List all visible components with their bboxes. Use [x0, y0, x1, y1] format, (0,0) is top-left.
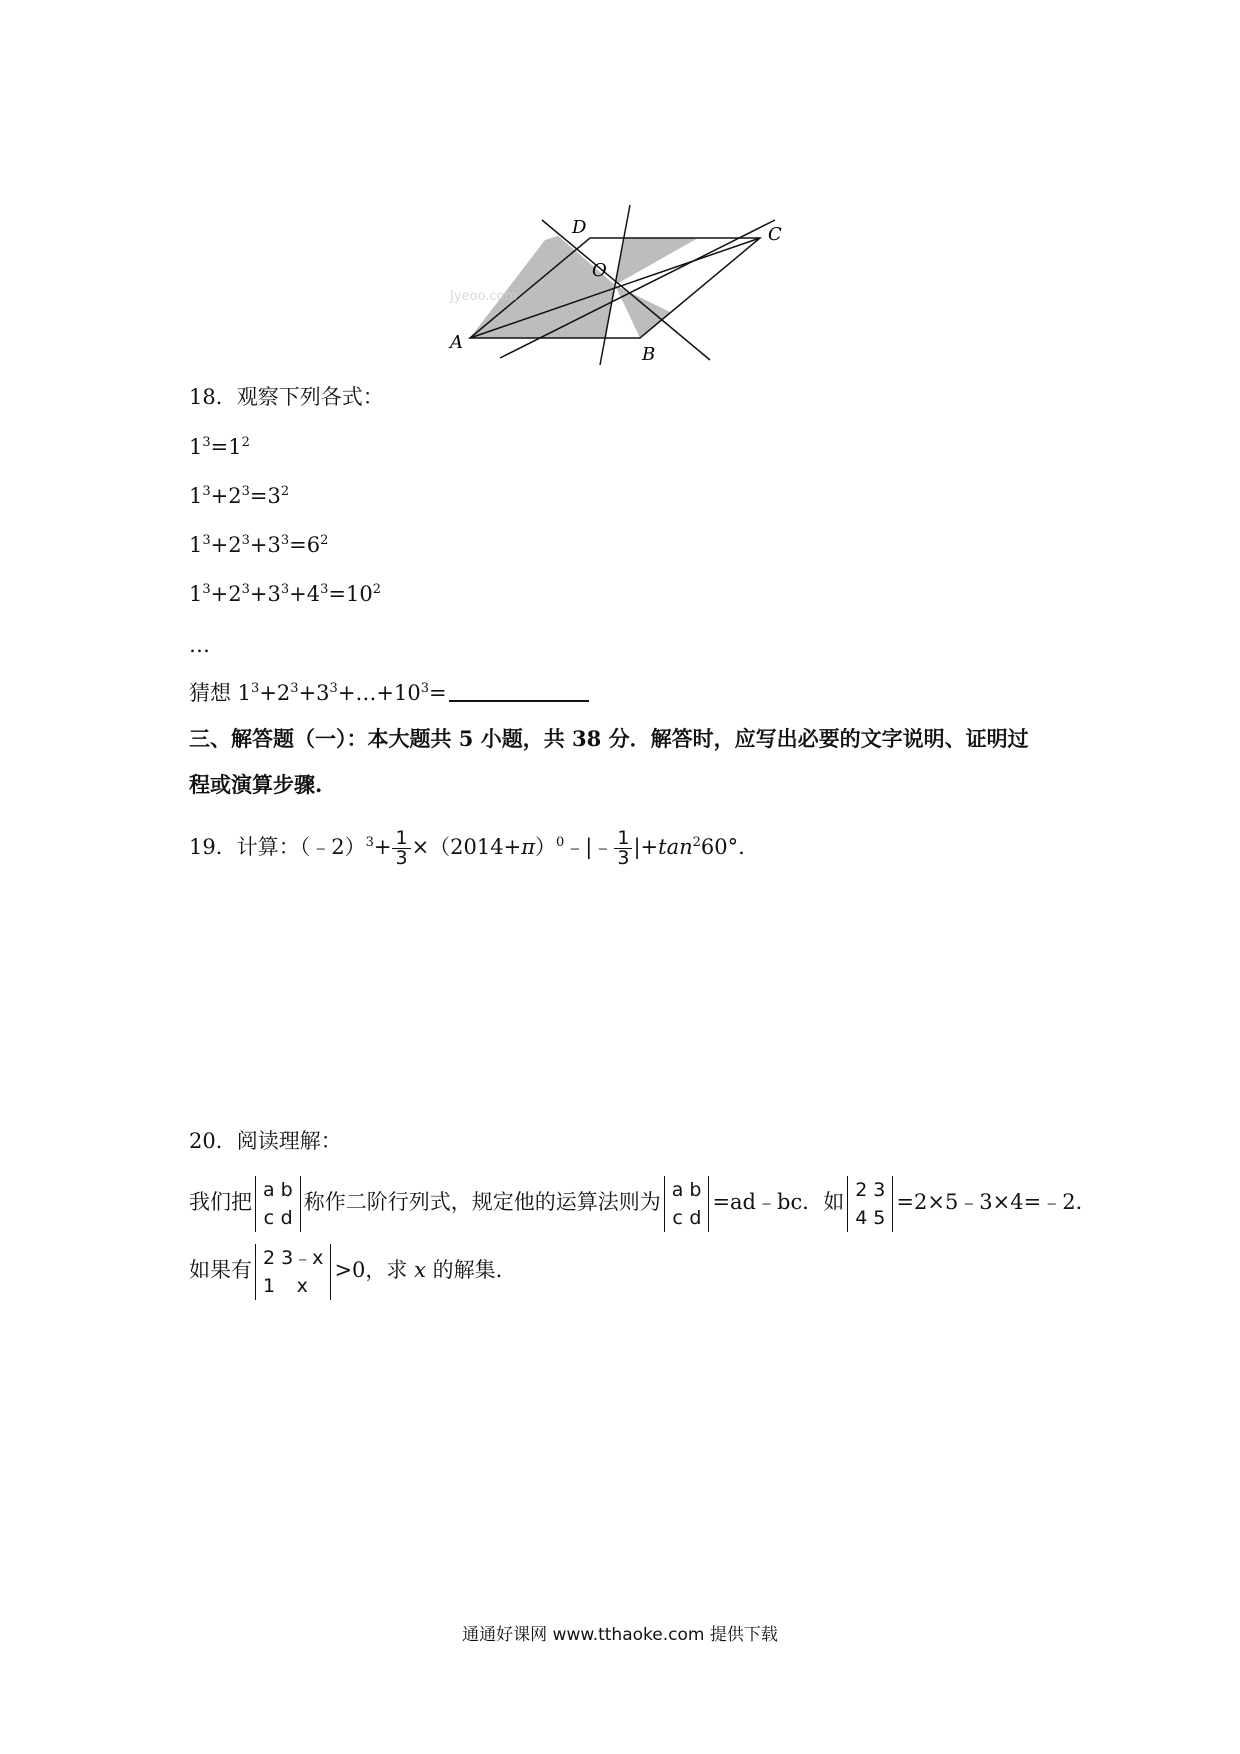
q18-guess-eq: = — [429, 681, 447, 705]
q20-gt: >0，求 — [334, 1258, 408, 1282]
determinant-abcd-rule — [664, 1176, 710, 1232]
q19-plus: + — [373, 835, 392, 859]
q18-guess: 猜想 $1^3+2^3+3^3+\dots+10^3=$ — [189, 678, 589, 708]
q19-prefix: 19．计算：（﹣2） — [189, 835, 366, 859]
q20-example-result: =2×5﹣3×4=﹣2． — [896, 1190, 1097, 1214]
section3-line2: 程或演算步骤. — [189, 772, 323, 797]
q18-line-4: $1^3+2^3+3^3+4^3=10^2$ — [189, 582, 382, 606]
det-d: d — [280, 1206, 293, 1229]
q19-fraction-1 — [392, 829, 410, 868]
det2-d: d — [689, 1206, 702, 1229]
q19-close: ） — [535, 835, 557, 859]
det-b: b — [280, 1178, 293, 1201]
det-ex-21: 4 — [855, 1206, 868, 1229]
q18-guess-mid3: +…+10 — [337, 681, 421, 705]
q19-expression — [189, 822, 745, 872]
q18-ellipsis: … — [189, 633, 210, 657]
q19-frac1-num: 1 — [392, 829, 410, 849]
q19-minus-abs: ﹣|﹣ — [564, 835, 614, 859]
q18-answer-blank[interactable] — [449, 680, 589, 702]
determinant-abcd — [255, 1176, 301, 1232]
q20-if-have: 如果有 — [189, 1258, 252, 1282]
det-ex-12: 3 — [873, 1178, 886, 1201]
q19-times: ×（2014+ — [411, 835, 522, 859]
q20-called: 称作二阶行列式，规定他的运算法则为 — [303, 1190, 661, 1214]
det2-a: a — [671, 1178, 684, 1201]
shaded-triangle-bottom — [615, 285, 670, 338]
q20-definition — [189, 1172, 1097, 1232]
q19-exp0: 0 — [556, 835, 565, 850]
shaded-triangle-top — [615, 238, 698, 285]
q18-line-3: $1^3+2^3+3^3=6^2$ — [189, 533, 329, 557]
det-q-12: 3﹣x — [281, 1246, 324, 1269]
det-q-11: 2 — [263, 1246, 276, 1269]
q19-fraction-2 — [614, 829, 632, 868]
q20-we-put: 我们把 — [189, 1190, 252, 1214]
det-ex-11: 2 — [855, 1178, 868, 1201]
q20-question — [189, 1240, 502, 1300]
label-o: O — [592, 260, 607, 281]
q20-question-end: 的解集. — [432, 1258, 503, 1282]
q19-pi: π — [521, 835, 536, 859]
q20-x: x — [414, 1258, 426, 1282]
q18-guess-mid2: +3 — [298, 681, 330, 705]
q18-title: 18．观察下列各式： — [189, 385, 384, 409]
q19-frac2-num: 1 — [614, 829, 632, 849]
q19-after-abs: |+ — [633, 835, 659, 859]
det-q-22: x — [296, 1274, 308, 1297]
q19-tan: tan — [658, 835, 693, 859]
q20-eq-rule: =ad﹣bc．如 — [712, 1190, 845, 1214]
q19-frac2-den: 3 — [617, 847, 630, 869]
label-d: D — [572, 217, 587, 238]
det-c: c — [263, 1206, 275, 1229]
q19-frac1-den: 3 — [395, 847, 408, 869]
label-b: B — [642, 344, 656, 365]
watermark: Jyeoo.com — [450, 289, 518, 304]
det-ex-22: 5 — [873, 1206, 886, 1229]
q19-exp3: 3 — [365, 835, 374, 850]
determinant-example — [847, 1176, 893, 1232]
q18-guess-prefix: 猜想 1 — [189, 681, 252, 705]
label-a: A — [450, 332, 463, 353]
det-q-21: 1 — [263, 1274, 276, 1297]
det2-c: c — [672, 1206, 683, 1229]
parallelogram-figure — [440, 200, 810, 375]
section3-line1: 三、解答题（一）：本大题共 5 小题，共 38 分．解答时，应写出必要的文字说明、证明过 — [189, 726, 1029, 751]
footer: 通通好课网 www.tthaoke.com 提供下载 — [462, 1625, 778, 1645]
q18-line-2: $1^3+2^3=3^2$ — [189, 484, 290, 508]
det2-b: b — [689, 1178, 702, 1201]
determinant-question — [255, 1244, 331, 1300]
label-c: C — [768, 224, 782, 245]
q19-tail: 60°. — [700, 835, 745, 859]
det-a: a — [263, 1178, 275, 1201]
q20-title: 20．阅读理解： — [189, 1129, 342, 1153]
q18-line-1: $1^3=1^2$ — [189, 435, 250, 459]
q18-guess-mid: +2 — [259, 681, 291, 705]
q19-tan-exp: 2 — [692, 835, 701, 850]
